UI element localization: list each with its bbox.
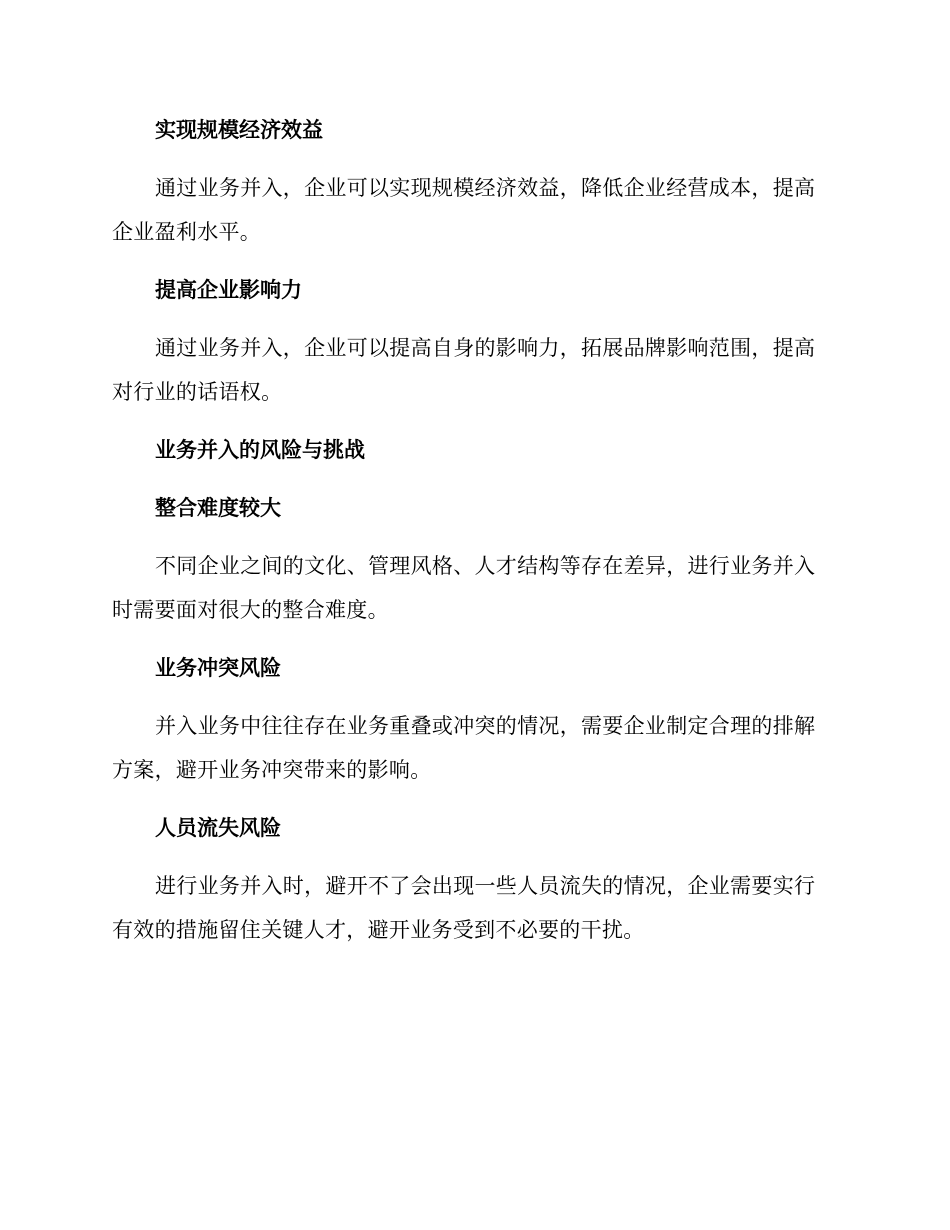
section-heading-risks-challenges: 业务并入的风险与挑战 (155, 438, 365, 462)
paragraph-staff-loss: 进行业务并入时，避开不了会出现一些人员流失的情况，企业需要实行有效的措施留住关键人才，避开业务受到不必要的干扰。 (112, 874, 816, 942)
paragraph-business-conflict: 并入业务中往往存在业务重叠或冲突的情况，需要企业制定合理的排解方案，避开业务冲突带来的影响。 (112, 714, 816, 782)
section-heading-staff-loss: 人员流失风险 (155, 816, 281, 840)
paragraph-influence: 通过业务并入，企业可以提高自身的影响力，拓展品牌影响范围，提高对行业的话语权。 (112, 336, 816, 404)
section-heading-influence: 提高企业影响力 (155, 278, 302, 302)
document-page (112, 108, 832, 966)
section-heading-scale-economy: 实现规模经济效益 (155, 118, 323, 142)
paragraph-scale-economy: 通过业务并入，企业可以实现规模经济效益，降低企业经营成本，提高企业盈利水平。 (112, 176, 816, 244)
section-heading-business-conflict: 业务冲突风险 (155, 656, 281, 680)
section-heading-integration-difficulty: 整合难度较大 (155, 496, 281, 520)
paragraph-integration-difficulty: 不同企业之间的文化、管理风格、人才结构等存在差异，进行业务并入时需要面对很大的整合难度。 (112, 554, 816, 622)
